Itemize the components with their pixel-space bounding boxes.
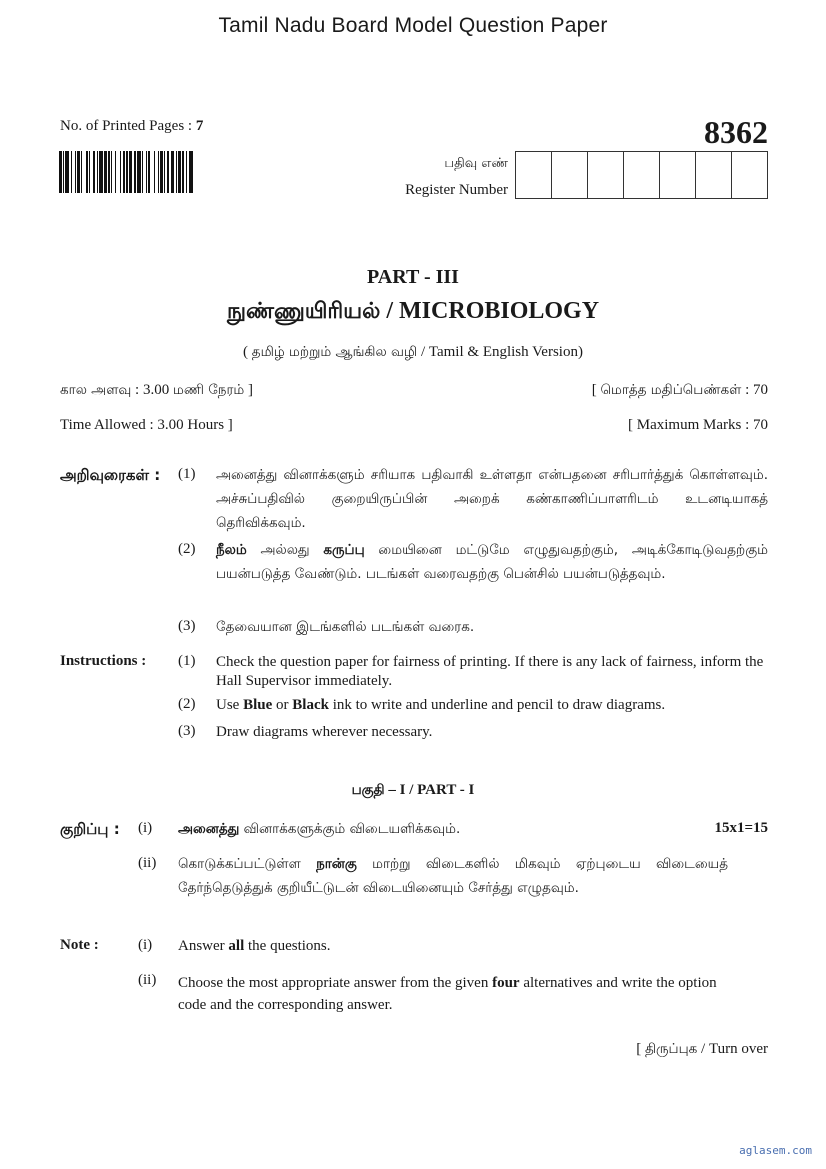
turn-over-tamil: திருப்புக: [644, 1041, 698, 1057]
register-digit-box[interactable]: [623, 152, 659, 198]
ink-blue-tamil: நீலம்: [216, 542, 247, 558]
version-line: [0, 344, 826, 362]
part-heading: PART - III: [367, 266, 459, 288]
register-digit-box[interactable]: [516, 152, 551, 198]
subject-title: [0, 298, 826, 327]
instruction-english-num-2: (2): [178, 696, 196, 712]
note-tamil-text-1-rest: வினாக்களுக்கும் விடையளிக்கவும்.: [239, 821, 461, 837]
instruction-tamil-num-1: (1): [178, 466, 196, 482]
printed-pages: [60, 118, 203, 135]
register-number-boxes[interactable]: [515, 151, 768, 199]
register-label-english: Register Number: [405, 182, 508, 198]
use-text: Use: [216, 697, 244, 713]
ink-black: Black: [292, 697, 329, 713]
four-text: four: [492, 975, 520, 991]
time-tamil-value: : 3.00: [131, 382, 173, 398]
questions-text: the questions.: [244, 938, 331, 954]
or-tamil: அல்லது: [246, 542, 324, 558]
note-tamil-text-2: [178, 852, 728, 900]
note-tamil-num-2: (ii): [138, 855, 157, 871]
instructions-english-label: Instructions :: [60, 653, 147, 669]
subject-english: MICROBIOLOGY: [399, 298, 600, 324]
note-tamil-num-1: (i): [138, 820, 153, 836]
instruction-tamil-text-2-rest: மையினை மட்டுமே எழுதுவதற்கும், அடிக்கோடிடுவதற்கும் பயன்படுத்த வேண்டும். படங்கள் வரைவதற்கு பென்சில் பயன்படுத்தவும்.: [216, 542, 768, 582]
printed-pages-label: No. of Printed Pages :: [60, 118, 193, 134]
instruction-english-text-1: Check the question paper for fairness of printing. If there is any lack of fairness, inform the Hall Supervisor immediately.: [216, 654, 764, 689]
version-english: / Tamil & English Version): [417, 344, 583, 360]
register-digit-box[interactable]: [659, 152, 695, 198]
marks-tamil-open: [: [591, 382, 601, 398]
maximum-marks: [ Maximum Marks : 70: [628, 417, 768, 433]
register-label-tamil: பதிவு எண்: [444, 156, 508, 171]
register-label: [405, 151, 508, 203]
ink-rest: ink to write and underline and pencil to draw diagrams.: [328, 697, 666, 713]
instruction-tamil-text-3: தேவையான இடங்களில் படங்கள் வரைக.: [216, 619, 475, 635]
ink-black-tamil: கருப்பு: [323, 542, 365, 558]
time-tamil: [60, 382, 253, 400]
note-english-text-1: [178, 937, 734, 956]
note-english-num-1: (i): [138, 937, 153, 953]
answer-text: Answer: [178, 938, 229, 954]
time-tamil-label: கால அளவு: [60, 382, 132, 398]
turn-over: [636, 1041, 768, 1059]
register-digit-box[interactable]: [731, 152, 767, 198]
subject-separator: /: [380, 298, 400, 324]
or-text: or: [272, 697, 293, 713]
footer-watermark[interactable]: aglasem.com: [739, 1144, 812, 1157]
note-tamil-text-1: [178, 817, 678, 841]
instruction-english-num-1: (1): [178, 653, 196, 669]
version-open: (: [243, 344, 252, 360]
marks-tamil: [592, 382, 768, 400]
turn-over-english: / Turn over: [697, 1041, 768, 1057]
time-allowed: Time Allowed : 3.00 Hours ]: [60, 417, 233, 433]
part1-heading-rest: – I / PART - I: [384, 782, 475, 798]
register-digit-box[interactable]: [587, 152, 623, 198]
marks-tamil-value: : 70: [741, 382, 768, 398]
barcode-image: [59, 151, 245, 193]
note-tamil-text-2-pre: கொடுக்கப்பட்டுள்ள: [178, 856, 317, 872]
turn-over-open: [: [636, 1041, 645, 1057]
time-tamil-unit: மணி நேரம்: [172, 382, 245, 398]
all-text: all: [228, 938, 245, 954]
banner-title: Tamil Nadu Board Model Question Paper: [218, 14, 608, 37]
four-tamil: நான்கு: [316, 856, 357, 872]
register-digit-box[interactable]: [551, 152, 587, 198]
instruction-english-text-3: Draw diagrams wherever necessary.: [216, 724, 433, 740]
alternatives-text: alternatives and write the option code and the corresponding answer.: [178, 975, 717, 1013]
part1-marks: 15x1=15: [714, 820, 768, 836]
note-english-label: Note :: [60, 937, 99, 953]
instruction-english-num-3: (3): [178, 723, 196, 739]
note-tamil-text-2-rest: மாற்று விடைகளில் மிகவும் ஏற்புடைய விடையைத் தேர்ந்தெடுத்துக் குறியீட்டுடன் விடையினையும் சேர்த்து எழுதவும்.: [178, 856, 729, 896]
subject-tamil: நுண்ணுயிரியல்: [226, 299, 381, 324]
part1-heading-tamil: பகுதி: [351, 782, 385, 798]
version-tamil: தமிழ் மற்றும் ஆங்கில வழி: [251, 344, 418, 360]
all-tamil: அனைத்து: [178, 821, 240, 837]
note-english-text-2: [178, 972, 734, 1016]
barcode-bar: [193, 151, 194, 193]
note-tamil-label: குறிப்பு :: [60, 820, 120, 838]
instruction-tamil-text-2: [216, 538, 768, 586]
ink-blue: Blue: [243, 697, 273, 713]
instruction-tamil-num-3: (3): [178, 618, 196, 634]
time-tamil-close: ]: [244, 382, 254, 398]
choose-text: Choose the most appropriate answer from the given: [178, 975, 493, 991]
register-digit-box[interactable]: [695, 152, 731, 198]
note-english-num-2: (ii): [138, 972, 157, 988]
instruction-english-text-2: [216, 696, 772, 715]
paper-code: 8362: [704, 114, 768, 150]
part1-heading: [0, 782, 826, 800]
printed-pages-value: 7: [195, 118, 204, 134]
instruction-tamil-num-2: (2): [178, 541, 196, 557]
instructions-tamil-label: அறிவுரைகள் :: [60, 466, 161, 484]
instruction-tamil-text-1: அனைத்து வினாக்களும் சரியாக பதிவாகி உள்ளதா என்பதனை சரிபார்த்துக் கொள்ளவும். அச்சுப்பதிவில் குறையிருப்பின் அறைக் கண்காணிப்பாளரிடம் உடனடியாகத் தெரிவிக்கவும்.: [216, 467, 768, 531]
marks-tamil-label: மொத்த மதிப்பெண்கள்: [600, 382, 742, 398]
